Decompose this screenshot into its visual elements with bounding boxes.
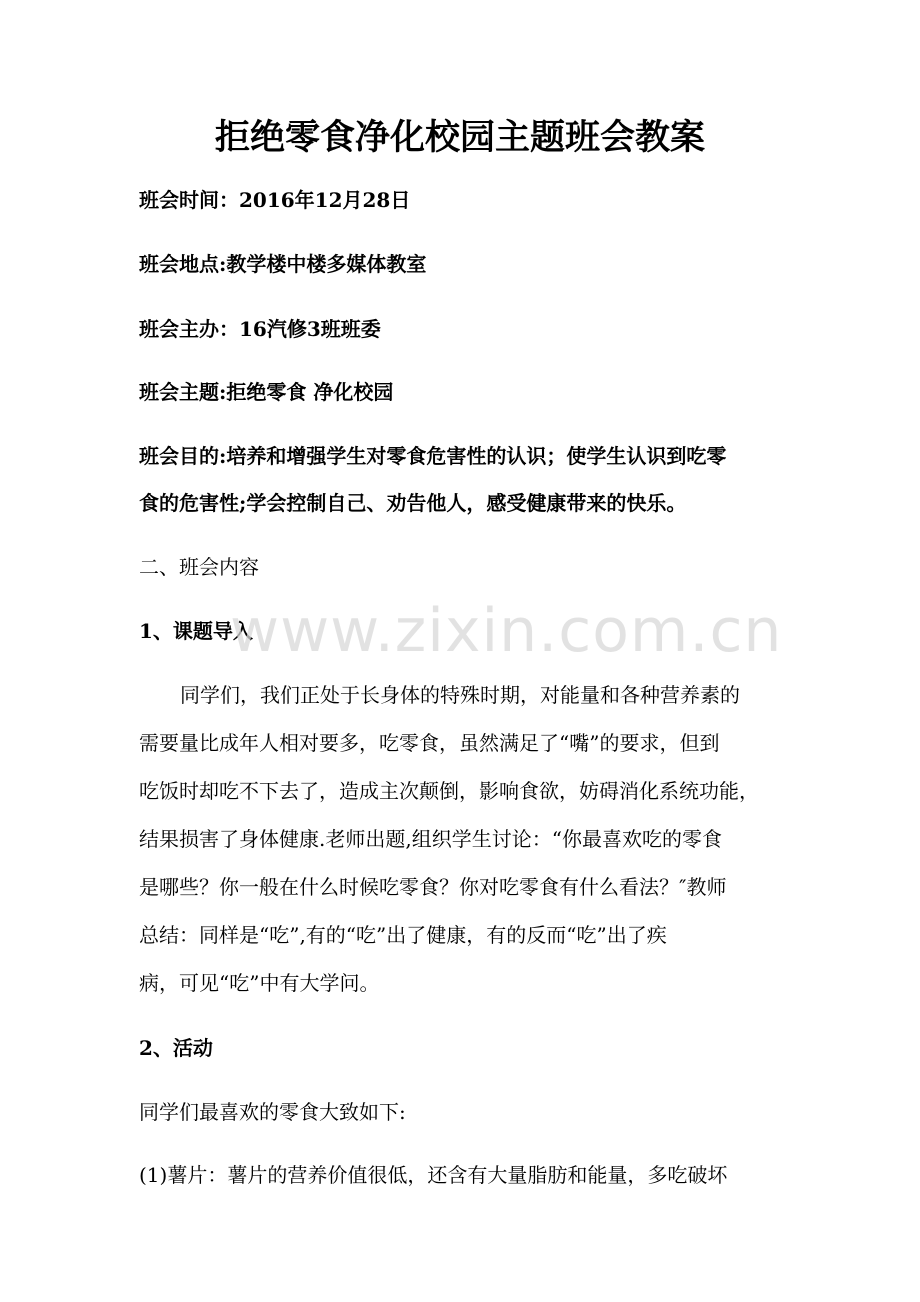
- intro-paragraph-line: 病，可见“吃”中有大学问。: [139, 971, 380, 995]
- intro-paragraph-line: 同学们，我们正处于长身体的特殊时期，对能量和各种营养素的: [180, 683, 740, 707]
- section-heading-activity: 2、活动: [139, 1036, 213, 1060]
- meeting-time: 班会时间：2016年12月28日: [139, 188, 411, 212]
- document-title: 拒绝零食净化校园主题班会教案: [214, 117, 705, 158]
- intro-paragraph-line: 需要量比成年人相对要多，吃零食，虽然满足了“嘴”的要求，但到: [139, 731, 720, 755]
- snack-item-1: (1)薯片：薯片的营养价值很低，还含有大量脂肪和能量，多吃破坏: [139, 1163, 728, 1187]
- meeting-purpose-line-2: 食的危害性;学会控制自己、劝告他人，感受健康带来的快乐。: [139, 491, 687, 515]
- intro-paragraph-line: 总结：同样是“吃”,有的“吃”出了健康，有的反而“吃”出了疾: [139, 923, 667, 947]
- meeting-host: 班会主办：16汽修3班班委: [139, 317, 381, 341]
- intro-paragraph-line: 是哪些？你一般在什么时候吃零食？你对吃零食有什么看法？″教师: [139, 875, 727, 899]
- intro-paragraph-line: 吃饭时却吃不下去了，造成主次颠倒，影响食欲，妨碍消化系统功能，: [139, 779, 759, 803]
- site-watermark: www.zixin.com.cn: [230, 596, 783, 666]
- section-heading-content: 二、班会内容: [139, 555, 259, 579]
- meeting-theme: 班会主题:拒绝零食 净化校园: [139, 380, 394, 404]
- meeting-place: 班会地点:教学楼中楼多媒体教室: [139, 252, 427, 276]
- intro-paragraph-line: 结果损害了身体健康.老师出题,组织学生讨论：“你最喜欢吃的零食: [139, 827, 722, 851]
- activity-intro: 同学们最喜欢的零食大致如下:: [139, 1100, 406, 1124]
- meeting-purpose-line-1: 班会目的:培养和增强学生对零食危害性的认识；使学生认识到吃零: [139, 444, 727, 468]
- section-heading-intro: 1、课题导入: [139, 619, 253, 643]
